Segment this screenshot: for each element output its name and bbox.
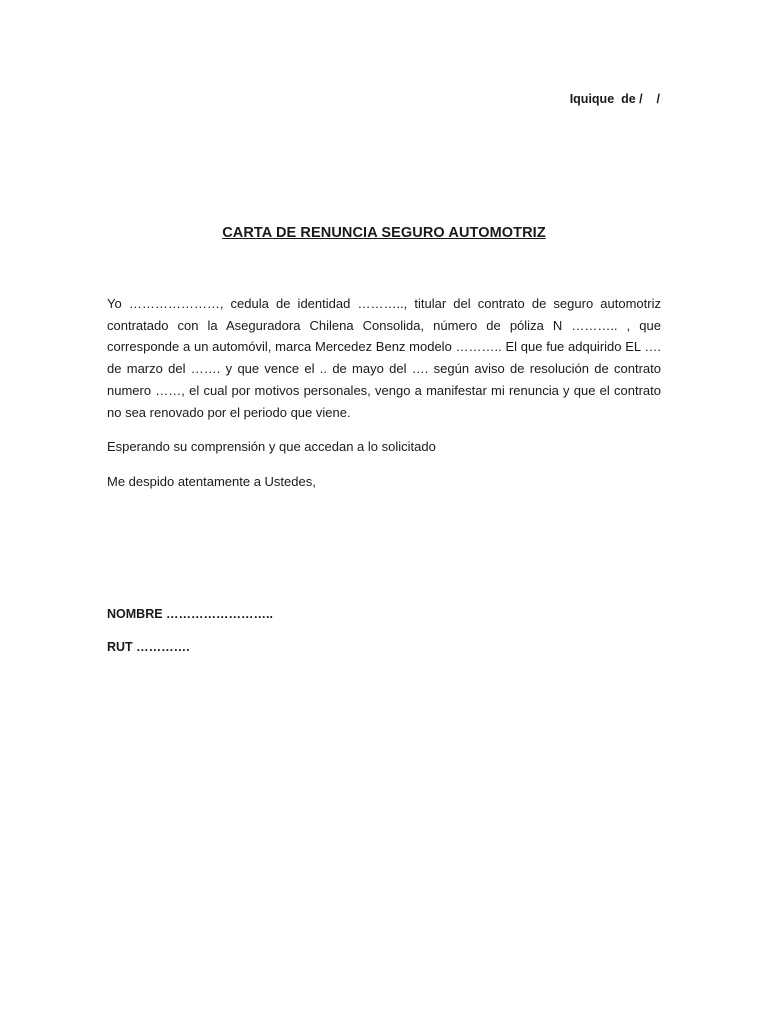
date-line: Iquique de / / bbox=[569, 92, 660, 106]
signature-rut-line: RUT …………. bbox=[107, 640, 190, 654]
letter-body-paragraph: Yo …………………, cedula de identidad ……….., titular del contrato de seguro automotriz contratado con la Aseguradora Chilena Consolida, número de póliza N ……….. , que corresponde a un automóvil, marca Mercedez Benz modelo ……….. El que fue adquirido EL …. de marzo del ……. y que vence el .. de mayo del …. según aviso de resolución de contrato numero ……, el cual por motivos personales, vengo a manifestar mi renuncia y que el contrato no sea renovado por el periodo que viene. bbox=[107, 296, 661, 420]
signature-name-line: NOMBRE …………………….. bbox=[107, 607, 273, 621]
farewell-line: Me despido atentamente a Ustedes, bbox=[107, 474, 316, 489]
closing-request-line: Esperando su comprensión y que accedan a lo solicitado bbox=[107, 439, 436, 454]
letter-title: CARTA DE RENUNCIA SEGURO AUTOMOTRIZ bbox=[222, 225, 546, 241]
